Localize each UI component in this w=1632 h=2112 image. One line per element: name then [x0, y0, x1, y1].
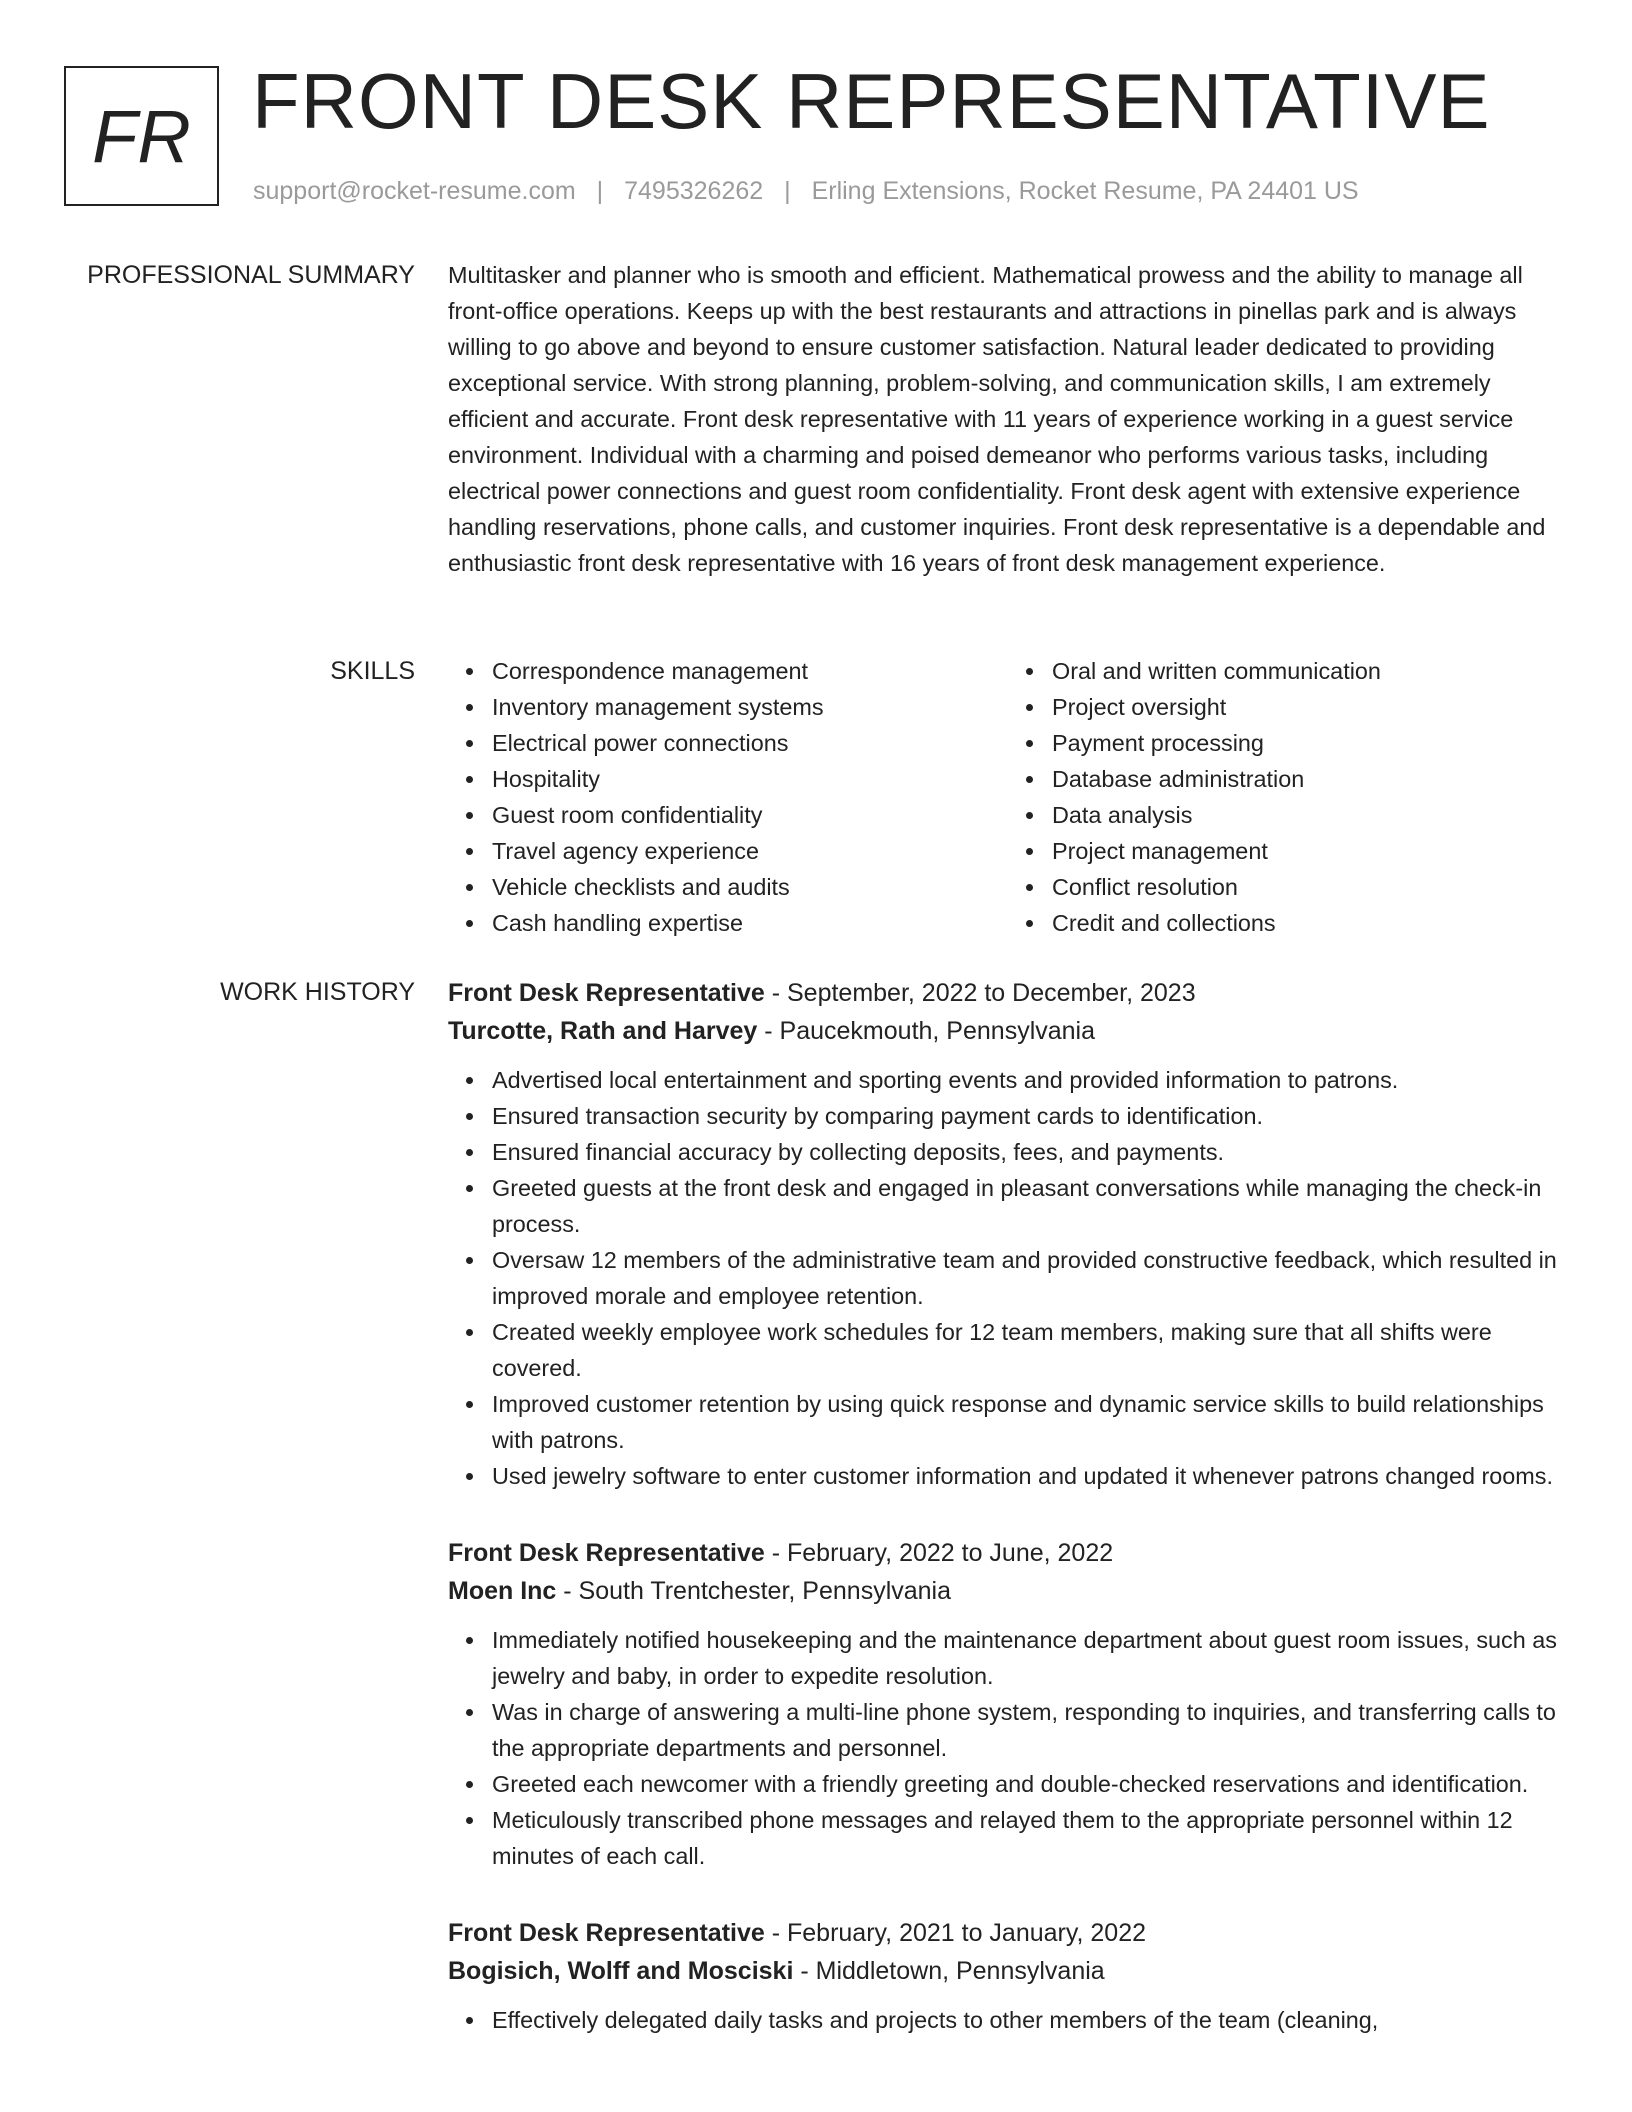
job-company-line	[448, 1012, 1568, 1050]
job-company-line	[448, 1572, 1568, 1610]
job-bullet: Greeted each newcomer with a friendly greeting and double-checked reservations and identification.	[492, 1766, 1568, 1802]
job-entry	[448, 1534, 1568, 1874]
skill-item: Travel agency experience	[492, 833, 1008, 869]
job-role: Front Desk Representative	[448, 979, 765, 1007]
skill-item: Vehicle checklists and audits	[492, 869, 1008, 905]
job-bullets	[448, 2002, 1568, 2038]
skill-item: Guest room confidentiality	[492, 797, 1008, 833]
job-bullet: Oversaw 12 members of the administrative team and provided constructive feedback, which resulted in improved morale and employee retention.	[492, 1242, 1568, 1314]
job-location: - South Trentchester, Pennsylvania	[556, 1577, 952, 1605]
job-role: Front Desk Representative	[448, 1539, 765, 1567]
skills-body	[448, 653, 1568, 941]
job-entry	[448, 1914, 1568, 2038]
resume-title: FRONT DESK REPRESENTATIVE	[252, 57, 1491, 145]
skills-list-right	[1008, 653, 1568, 941]
summary-body	[448, 257, 1568, 581]
job-dates: - February, 2022 to June, 2022	[764, 1539, 1114, 1567]
skill-item: Hospitality	[492, 761, 1008, 797]
summary-text: Multitasker and planner who is smooth and efficient. Mathematical prowess and the ability to manage all front-office operations. Keeps up with the best restaurants and attractions in pinellas park and is always willing to go above and beyond to ensure customer satisfaction. Natural leader dedicated to providing exceptional service. With strong planning, problem-solving, and communication skills, I am extremely efficient and accurate. Front desk representative with 11 years of experience working in a guest service environment. Individual with a charming and poised demeanor who performs various tasks, including electrical power connections and guest room confidentiality. Front desk agent with extensive experience handling reservations, phone calls, and customer inquiries. Front desk representative is a dependable and enthusiastic front desk representative with 16 years of front desk management experience.	[448, 262, 1546, 576]
skill-item: Data analysis	[1052, 797, 1568, 833]
job-entry	[448, 974, 1568, 1494]
job-bullet: Effectively delegated daily tasks and projects to other members of the team (cleaning,	[492, 2002, 1568, 2038]
job-bullet: Was in charge of answering a multi-line phone system, responding to inquiries, and transferring calls to the appropriate departments and personnel.	[492, 1694, 1568, 1766]
job-bullet: Ensured financial accuracy by collecting deposits, fees, and payments.	[492, 1134, 1568, 1170]
monogram-text: FR	[92, 94, 191, 178]
skill-item: Conflict resolution	[1052, 869, 1568, 905]
skill-item: Database administration	[1052, 761, 1568, 797]
job-bullet: Ensured transaction security by comparing payment cards to identification.	[492, 1098, 1568, 1134]
job-bullets	[448, 1062, 1568, 1494]
summary-heading: PROFESSIONAL SUMMARY	[87, 261, 415, 289]
skill-item: Project oversight	[1052, 689, 1568, 725]
job-bullet: Advertised local entertainment and sporting events and provided information to patrons.	[492, 1062, 1568, 1098]
job-bullet: Improved customer retention by using quick response and dynamic service skills to build relationships with patrons.	[492, 1386, 1568, 1458]
contact-line	[253, 174, 1359, 208]
job-dates: - February, 2021 to January, 2022	[764, 1919, 1147, 1947]
job-bullets	[448, 1622, 1568, 1874]
job-role-line	[448, 974, 1568, 1012]
job-role: Front Desk Representative	[448, 1919, 765, 1947]
skills-heading: SKILLS	[330, 657, 415, 685]
skill-item: Project management	[1052, 833, 1568, 869]
contact-email[interactable]: support@rocket-resume.com	[253, 177, 576, 205]
job-bullet: Created weekly employee work schedules for 12 team members, making sure that all shifts were covered.	[492, 1314, 1568, 1386]
job-company: Moen Inc	[448, 1577, 557, 1605]
job-location: - Middletown, Pennsylvania	[793, 1957, 1105, 1985]
skill-item: Credit and collections	[1052, 905, 1568, 941]
job-bullet: Meticulously transcribed phone messages and relayed them to the appropriate personnel within 12 minutes of each call.	[492, 1802, 1568, 1874]
job-bullet: Used jewelry software to enter customer information and updated it whenever patrons changed rooms.	[492, 1458, 1568, 1494]
contact-phone[interactable]: 7495326262	[624, 177, 764, 205]
job-company: Bogisich, Wolff and Mosciski	[448, 1957, 794, 1985]
contact-separator: |	[596, 177, 604, 205]
job-company-line	[448, 1952, 1568, 1990]
work-history-heading: WORK HISTORY	[220, 978, 415, 1006]
skill-item: Payment processing	[1052, 725, 1568, 761]
job-bullet: Immediately notified housekeeping and the maintenance department about guest room issues, such as jewelry and baby, in order to expedite resolution.	[492, 1622, 1568, 1694]
monogram-badge	[64, 66, 219, 206]
skills-list-left	[448, 653, 1008, 941]
job-location: - Paucekmouth, Pennsylvania	[757, 1017, 1096, 1045]
skill-item: Oral and written communication	[1052, 653, 1568, 689]
skill-item: Electrical power connections	[492, 725, 1008, 761]
contact-separator: |	[784, 177, 791, 205]
job-dates: - September, 2022 to December, 2023	[764, 979, 1196, 1007]
job-company: Turcotte, Rath and Harvey	[448, 1017, 758, 1045]
job-role-line	[448, 1534, 1568, 1572]
job-bullet: Greeted guests at the front desk and engaged in pleasant conversations while managing the check-in process.	[492, 1170, 1568, 1242]
job-role-line	[448, 1914, 1568, 1952]
contact-address: Erling Extensions, Rocket Resume, PA 24401 US	[811, 177, 1359, 205]
skill-item: Correspondence management	[492, 653, 1008, 689]
skill-item: Cash handling expertise	[492, 905, 1008, 941]
skill-item: Inventory management systems	[492, 689, 1008, 725]
work-history-body	[448, 974, 1568, 2078]
